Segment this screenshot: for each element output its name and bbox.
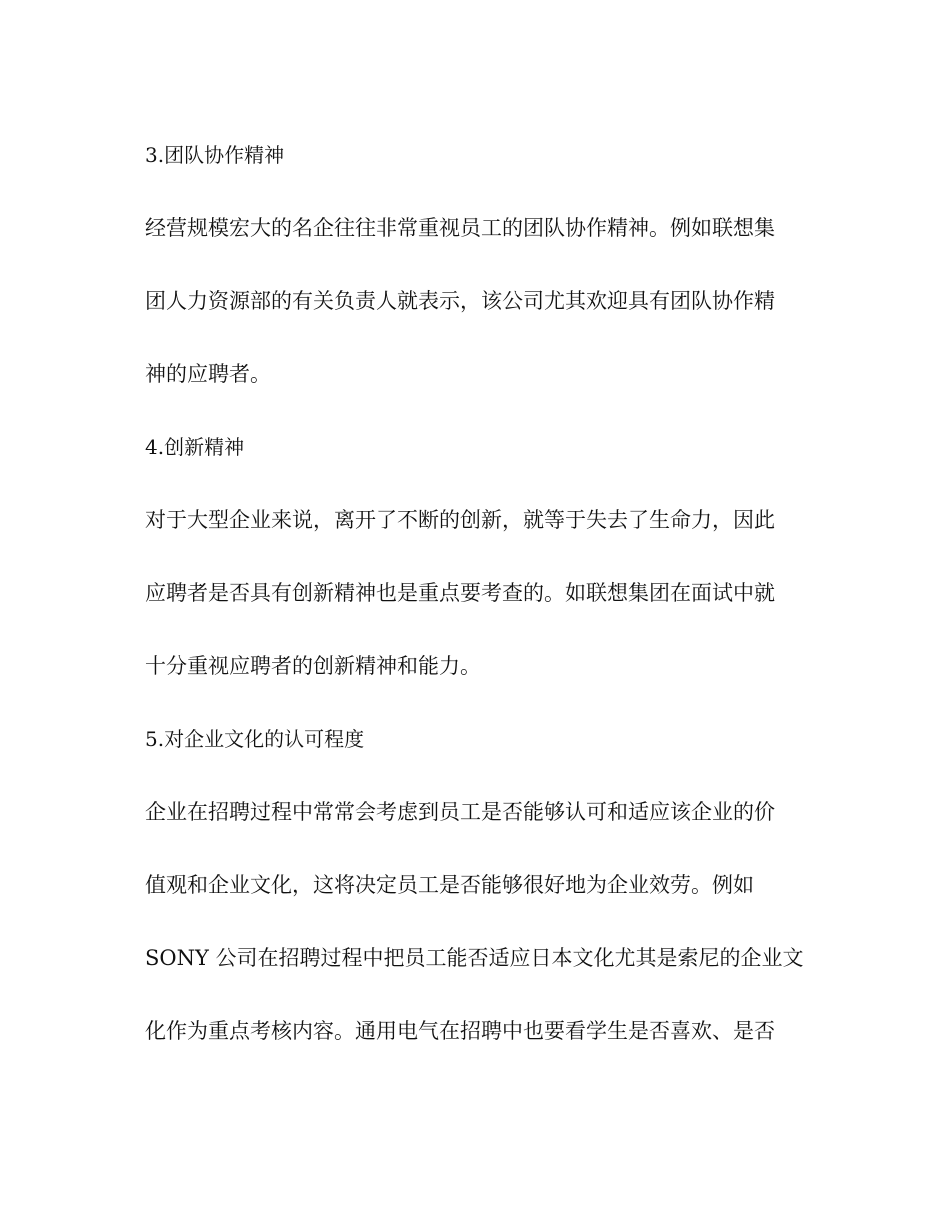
paragraph-line: 经营规模宏大的名企往往非常重视员工的团队协作精神。例如联想集	[145, 216, 775, 240]
section-heading-corporate-culture: 5.对企业文化的认可程度	[145, 727, 365, 751]
paragraph-line: 应聘者是否具有创新精神也是重点要考查的。如联想集团在面试中就	[145, 581, 775, 605]
paragraph-line: 神的应聘者。	[145, 362, 271, 386]
paragraph-line: 团人力资源部的有关负责人就表示，该公司尤其欢迎具有团队协作精	[145, 289, 775, 313]
paragraph-line: 对于大型企业来说，离开了不断的创新，就等于失去了生命力，因此	[145, 508, 775, 532]
paragraph-line: 十分重视应聘者的创新精神和能力。	[145, 654, 481, 678]
paragraph-line: 企业在招聘过程中常常会考虑到员工是否能够认可和适应该企业的价	[145, 800, 775, 824]
paragraph-line: SONY 公司在招聘过程中把员工能否适应日本文化尤其是索尼的企业文	[145, 946, 804, 970]
section-heading-teamwork: 3.团队协作精神	[145, 143, 285, 167]
paragraph-line: 值观和企业文化，这将决定员工是否能够很好地为企业效劳。例如	[145, 873, 754, 897]
paragraph-line: 化作为重点考核内容。通用电气在招聘中也要看学生是否喜欢、是否	[145, 1019, 775, 1043]
section-heading-innovation: 4.创新精神	[145, 435, 245, 459]
